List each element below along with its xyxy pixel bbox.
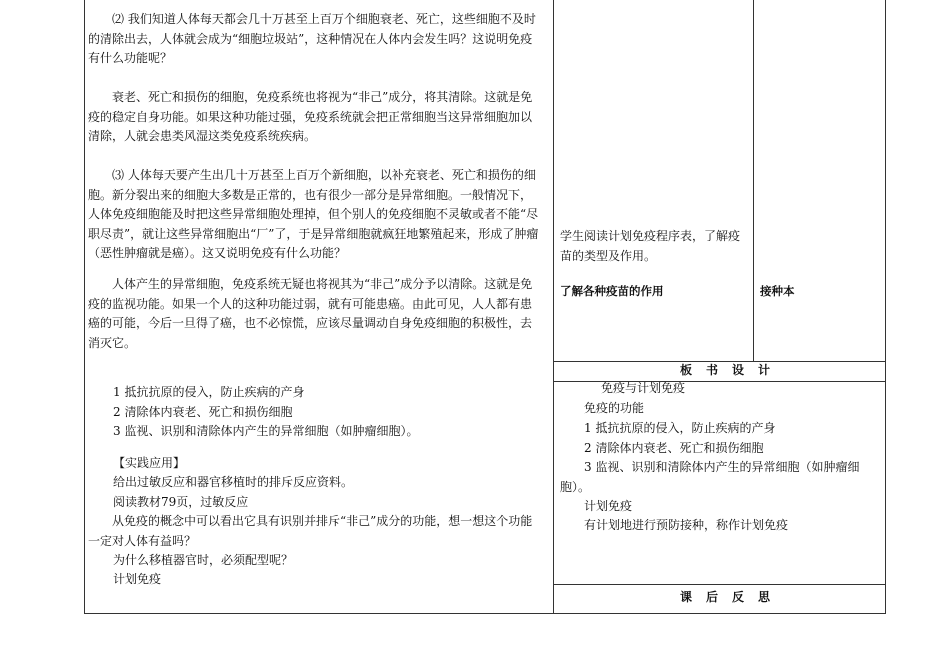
practice-line-5: 计划免疫 — [113, 572, 162, 586]
student-activity: 学生阅读计划免疫程序表，了解疫苗的类型及作用。 — [560, 229, 741, 263]
board-item-2: 2 清除体内衰老、死亡和损伤细胞 — [584, 441, 764, 455]
column-divider-left — [553, 0, 554, 614]
practice-line-1: 给出过敏反应和器官移植时的排斥反应资料。 — [113, 475, 354, 489]
board-item-3: 3 监视、识别和清除体内产生的异常细胞（如肿瘤细胞）。 — [560, 460, 860, 494]
paragraph-immune-surveillance-question: ⑶ 人体每天要产生出几十万甚至上百万个新细胞，以补充衰老、死亡和损伤的细胞。新分裂出来的细胞大多数是正常的，也有很少一部分是异常细胞。一般情况下，人体免疫细胞能及时把这些异常细胞处理掉，但个别人的免疫细胞不灵敏或者不能“尽职尽责”，就让这些异常细胞出“厂”了，于是异常细胞就疯狂地繁殖起来，形成了肿瘤（恶性肿瘤就是癌）。这又说明免疫有什么功能？ — [88, 168, 539, 260]
board-design-header: 板书设计 — [680, 363, 785, 377]
function-item-1: 1 抵抗抗原的侵入，防止疾病的产身 — [113, 385, 305, 399]
activity-title: 了解各种疫苗的作用 — [560, 284, 664, 298]
board-item-4: 有计划地进行预防接种，称作计划免疫 — [584, 518, 789, 532]
function-item-3: 3 监视、识别和清除体内产生的异常细胞（如肿瘤细胞）。 — [113, 424, 419, 438]
reflection-header: 课后反思 — [680, 590, 785, 604]
board-subtitle-plan: 计划免疫 — [584, 499, 633, 513]
vaccination-booklet-label: 接种本 — [760, 284, 795, 298]
column-divider-right — [753, 0, 754, 362]
practice-line-4: 为什么移植器官时，必须配型呢？ — [113, 553, 294, 567]
board-title: 免疫与计划免疫 — [601, 381, 686, 395]
paragraph-immune-stability-question: ⑵ 我们知道人体每天都会几十万甚至上百万个细胞衰老、死亡，这些细胞不及时的清除出去，人体就会成为“细胞垃圾站”，这种情况在人体内会发生吗？这说明免疫有什么功能呢？ — [88, 12, 536, 65]
paragraph-immune-surveillance-answer: 人体产生的异常细胞，免疫系统无疑也将视其为“非己”成分予以清除。这就是免疫的监视功能。如果一个人的这种功能过弱，就有可能患癌。由此可见，人人都有患癌的可能，今后一旦得了癌，也不必惊慌，应该尽量调动自身免疫细胞的积极性，去消灭它。 — [88, 277, 533, 350]
board-item-1: 1 抵抗抗原的侵入，防止疾病的产身 — [584, 421, 776, 435]
practice-heading: 【实践应用】 — [113, 456, 186, 470]
practice-line-2: 阅读教材79页，过敏反应 — [113, 495, 249, 509]
practice-question: 从免疫的概念中可以看出它具有识别并排斥“非己”成分的功能，想一想这个功能一定对人体有益吗？ — [88, 514, 533, 548]
row-divider-reflection-top — [553, 584, 886, 585]
function-item-2: 2 清除体内衰老、死亡和损伤细胞 — [113, 405, 293, 419]
board-subtitle-functions: 免疫的功能 — [584, 401, 645, 415]
paragraph-immune-stability-answer: 衰老、死亡和损伤的细胞，免疫系统也将视为“非己”成分，将其清除。这就是免疫的稳定自身功能。如果这种功能过强，免疫系统就会把正常细胞当这异常细胞加以清除，人就会患类风湿这类免疫系统疾病。 — [88, 90, 533, 143]
